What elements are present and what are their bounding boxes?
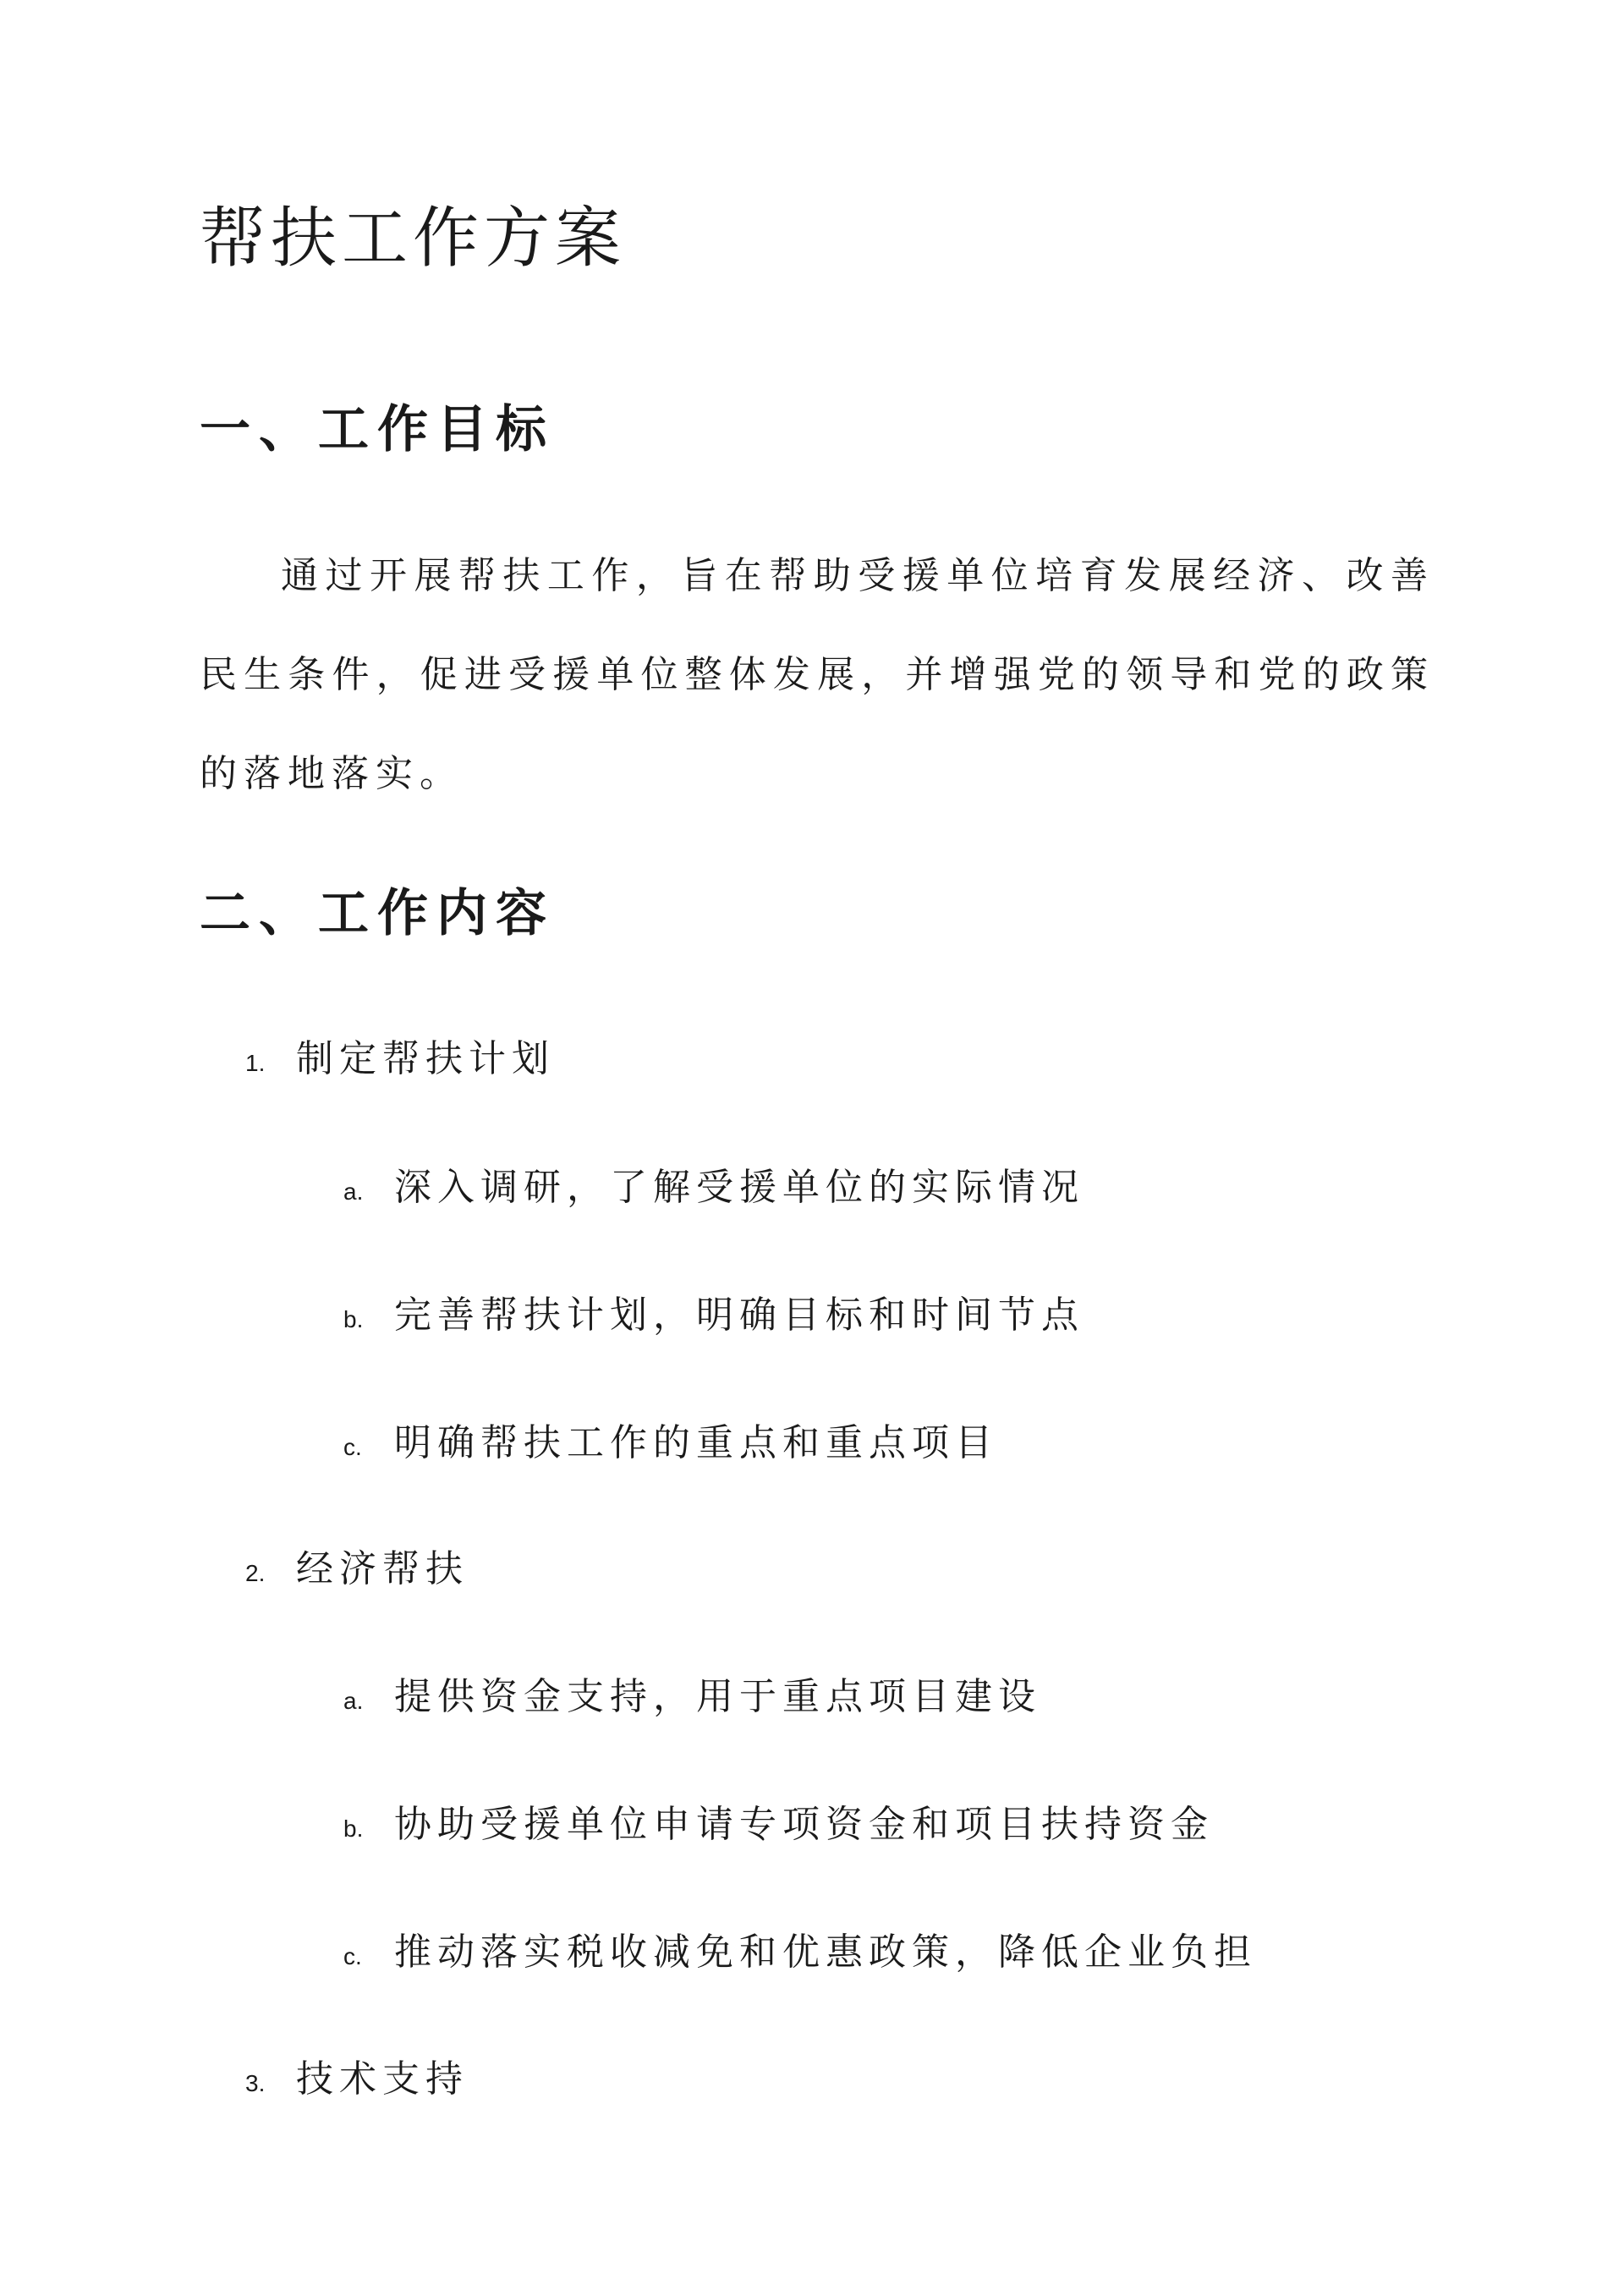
list-marker: c. xyxy=(343,1434,362,1460)
section-heading-content: 二、工作内容 xyxy=(200,884,555,943)
document-title: 帮扶工作方案 xyxy=(200,200,627,277)
list-subitem xyxy=(343,1672,1041,1727)
list-marker: b. xyxy=(343,1306,364,1332)
list-subitem xyxy=(343,1927,1257,1982)
list-subitem-text: 深入调研，了解受援单位的实际情况 xyxy=(394,1166,1084,1209)
list-subitem-text: 协助受援单位申请专项资金和项目扶持资金 xyxy=(394,1803,1214,1846)
list-marker: a. xyxy=(343,1688,364,1714)
section-paragraph-goals: 通过开展帮扶工作，旨在帮助受援单位培育发展经济、改善民生条件，促进受援单位整体发展，并增强党的领导和党的政策的落地落实。 xyxy=(200,554,1435,795)
list-subitem-text: 明确帮扶工作的重点和重点项目 xyxy=(394,1421,998,1464)
section-heading-goals: 一、工作目标 xyxy=(200,400,555,459)
list-marker: a. xyxy=(343,1178,364,1205)
list-marker: 1. xyxy=(245,1050,266,1076)
list-item-text: 技术支持 xyxy=(296,2057,469,2101)
list-item xyxy=(245,2054,469,2109)
list-subitem-text: 提供资金支持，用于重点项目建设 xyxy=(394,1675,1041,1718)
list-item-text: 经济帮扶 xyxy=(296,1547,469,1590)
list-item xyxy=(245,1034,555,1089)
list-subitem xyxy=(343,1799,1214,1854)
list-item xyxy=(245,1544,469,1599)
list-subitem xyxy=(343,1418,998,1473)
list-marker: 2. xyxy=(245,1560,266,1586)
list-subitem-text: 推动落实税收减免和优惠政策，降低企业负担 xyxy=(394,1931,1257,1974)
list-subitem xyxy=(343,1290,1084,1345)
list-subitem-text: 完善帮扶计划，明确目标和时间节点 xyxy=(394,1294,1084,1337)
list-marker: 3. xyxy=(245,2070,266,2096)
list-marker: c. xyxy=(343,1943,362,1969)
list-subitem xyxy=(343,1162,1084,1217)
list-marker: b. xyxy=(343,1815,364,1842)
list-item-text: 制定帮扶计划 xyxy=(296,1037,555,1080)
